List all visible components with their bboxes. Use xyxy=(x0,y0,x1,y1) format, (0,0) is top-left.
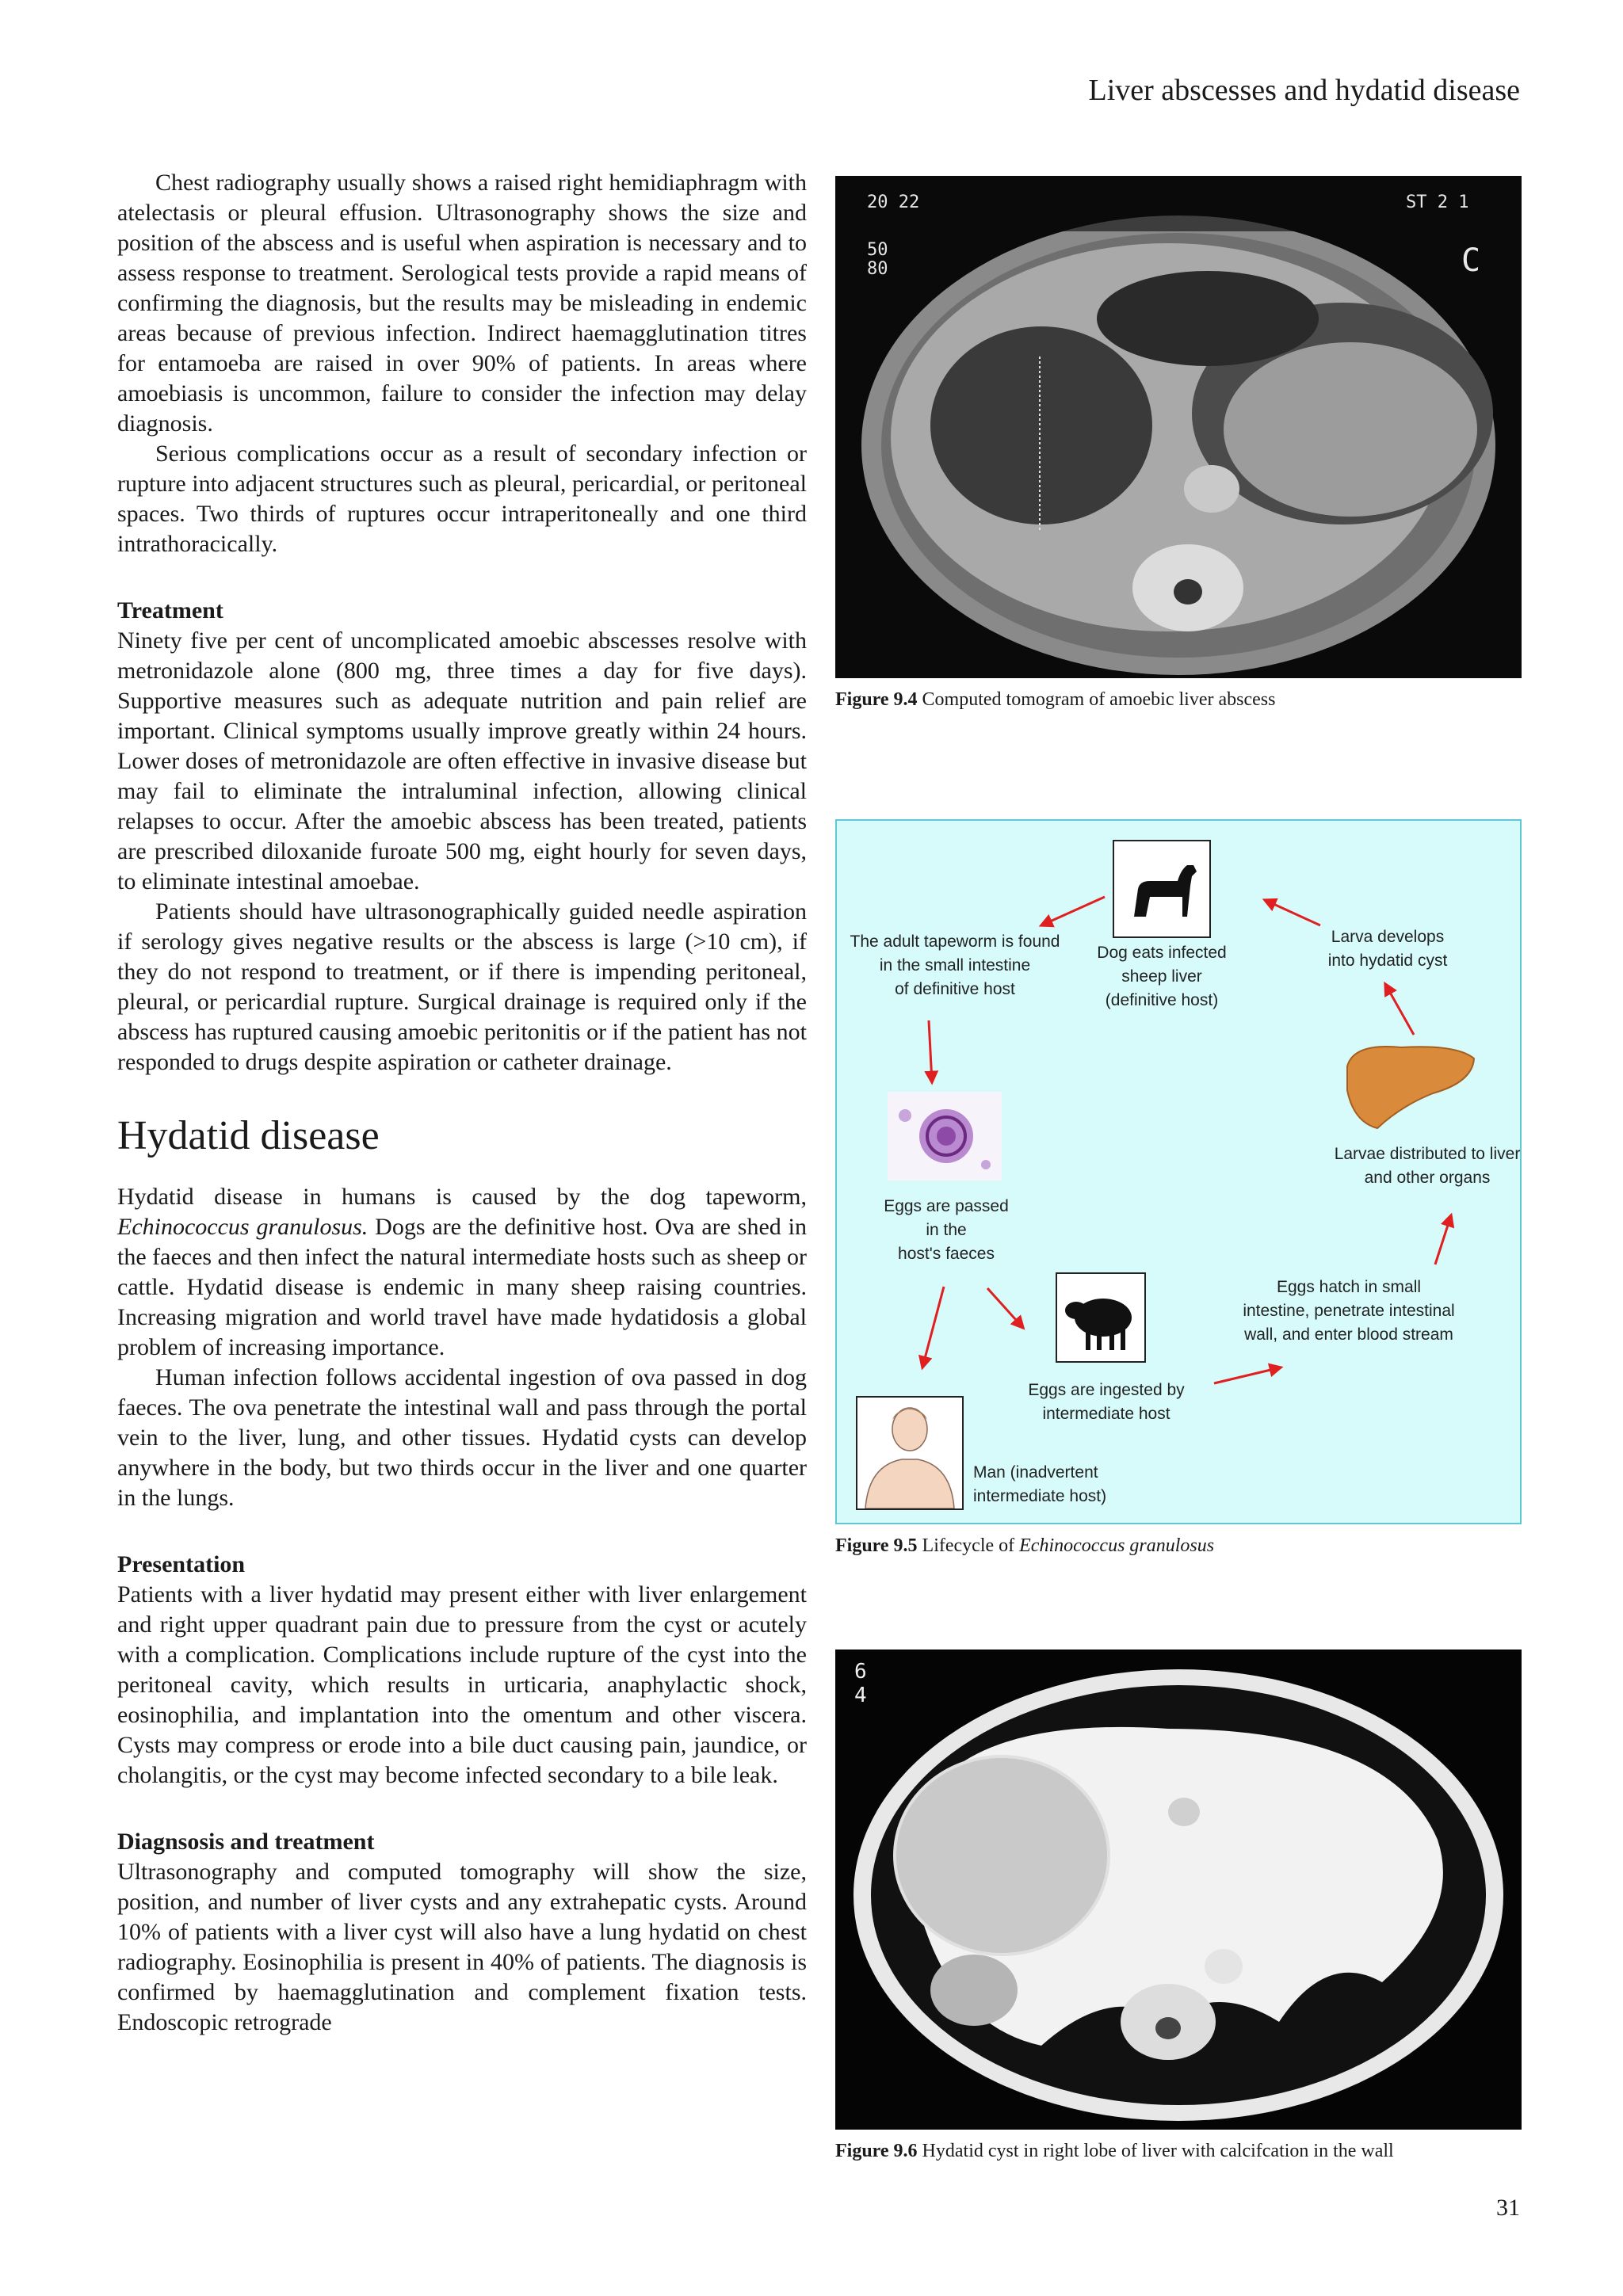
sheep-icon xyxy=(1056,1272,1146,1363)
label-eggs-hatch: Eggs hatch in small intestine, penetrate intestinal wall, and enter blood stream xyxy=(1243,1278,1455,1344)
figure-9-6 xyxy=(835,1650,1522,2162)
main-text-column xyxy=(117,168,807,2038)
paragraph: Patients should have ultrasonographically guided needle aspiration if serology gives negative results or the abscess is large (>10 cm), if they do not respond to treatment, or if there is impending peritoneal, pleural, or pericardial rupture. Surgical drainage is required only if the abscess has ruptured causing amoebic peritonitis or if the patient has not responded to drugs despite aspiration or catheter drainage. xyxy=(117,898,807,1075)
paragraph: Hydatid disease in humans is caused by the dog tapeworm, Echinococcus granulosus. Dogs are the definitive host. Ova are shed in the faeces and then infect the natural intermediate hosts such as sheep or cattle. Hydatid disease is endemic in many sheep raising countries. Increasing migration and world travel have made hydatidosis a global problem of increasing importance. xyxy=(117,1184,807,1360)
section-heading-diagnosis: Diagnsosis and treatment xyxy=(117,1829,375,1855)
figure-caption: Figure 9.4 Computed tomogram of amoebic liver abscess xyxy=(835,689,1276,710)
running-head: Liver abscesses and hydatid disease xyxy=(1088,74,1520,107)
ct-overlay-text: 4 xyxy=(854,1684,867,1707)
figure-caption: Figure 9.6 Hydatid cyst in right lobe of liver with calcifcation in the wall xyxy=(835,2141,1394,2161)
label-larva: Larva develops into hydatid cyst xyxy=(1327,928,1448,970)
section-heading-presentation: Presentation xyxy=(117,1551,246,1577)
ct-overlay-text: 50 xyxy=(867,240,888,260)
ct-overlay-text: ST 2 1 xyxy=(1406,193,1469,212)
section-heading-hydatid: Hydatid disease xyxy=(117,1113,380,1158)
ct-image-hydatid-cyst xyxy=(835,1650,1522,2130)
paragraph: Ninety five per cent of uncomplicated amoebic abscesses resolve with metronidazole alone (800 mg, three times a day for five days). Supportive measures such as adequate nutrition and pain relief are important. Clinical symptoms usually improve greatly within 24 hours. Lower doses of metronidazole are often effective in invasive disease but may fail to eliminate the intraluminal infection, allowing clinical relapses to occur. After the amoebic abscess has been treated, patients are prescribed diloxanide furoate 500 mg, eight hourly for seven days, to eliminate intestinal amoebae. xyxy=(117,627,807,894)
figure-caption: Figure 9.5 Lifecycle of Echinococcus granulosus xyxy=(835,1535,1215,1556)
egg-icon xyxy=(888,1092,1002,1180)
label-man: Man (inadvertent intermediate host) xyxy=(973,1463,1107,1505)
label-dog: Dog eats infected sheep liver (definitive host) xyxy=(1097,944,1227,1009)
dog-icon xyxy=(1113,840,1211,938)
lifecycle-diagram xyxy=(835,819,1522,1524)
ct-overlay-text: C xyxy=(1461,242,1481,279)
paragraph: Chest radiography usually shows a raised right hemidiaphragm with atelectasis or pleural effusion. Ultrasonography shows the size and position of the abscess and is useful when aspiration is necessary and to assess response to treatment. Serological tests provide a rapid means of confirming the diagnosis, but the results may be misleading in endemic areas because of previous infection. Indirect haemagglutination titres for entamoeba are raised in over 90% of patients. In areas where amoebiasis is uncommon, failure to consider the infection may delay diagnosis. xyxy=(117,170,807,437)
figure-9-5 xyxy=(835,819,1522,1557)
paragraph: Patients with a liver hydatid may present either with liver enlargement and right upper quadrant pain due to pressure from the cyst or acutely with a complication. Complications include rupture of the cyst into the peritoneal cavity, which results in urticaria, anaphylactic shock, eosinophilia, and implantation into the omentum and other viscera. Cysts may compress or erode into a bile duct causing pain, jaundice, or cholangitis, or the cyst may become infected secondary to a bile leak. xyxy=(117,1581,807,1788)
ct-image-amoebic-abscess xyxy=(835,176,1522,678)
species-name: Echinococcus granulosus. xyxy=(117,1214,369,1240)
label-eggs-ingested: Eggs are ingested by intermediate host xyxy=(1028,1381,1185,1423)
label-larvae-distributed: Larvae distributed to liver and other organs xyxy=(1334,1145,1521,1187)
label-adult-tapeworm: The adult tapeworm is found in the small intestine of definitive host xyxy=(850,933,1060,998)
section-heading-treatment: Treatment xyxy=(117,597,223,624)
ct-overlay-text: 20 22 xyxy=(867,193,920,212)
paragraph: Ultrasonography and computed tomography will show the size, position, and number of liver cysts and any extrahepatic cysts. Around 10% of patients with a liver cyst will also have a lung hydatid on chest radiography. Eosinophilia is present in 40% of patients. The diagnosis is confirmed by haemagglutination and complement fixation tests. Endoscopic retrograde xyxy=(117,1859,807,2035)
paragraph: Human infection follows accidental ingestion of ova passed in dog faeces. The ova penetrate the intestinal wall and pass through the portal vein to the liver, lung, and other tissues. Hydatid cysts can develop anywhere in the body, but two thirds occur in the liver and one quarter in the lungs. xyxy=(117,1364,807,1511)
ct-overlay-text: 80 xyxy=(867,259,888,279)
page-number: 31 xyxy=(1496,2195,1520,2221)
ct-overlay-text: 6 xyxy=(854,1660,867,1684)
label-eggs-passed: Eggs are passed in the host's faeces xyxy=(884,1197,1009,1263)
liver-icon xyxy=(1338,1035,1480,1138)
man-icon xyxy=(856,1396,964,1510)
figure-9-4 xyxy=(835,176,1522,711)
paragraph: Serious complications occur as a result of secondary infection or rupture into adjacent structures such as pleural, pericardial, or peritoneal spaces. Two thirds of ruptures occur intraperitoneally and one third intrathoracically. xyxy=(117,441,807,557)
